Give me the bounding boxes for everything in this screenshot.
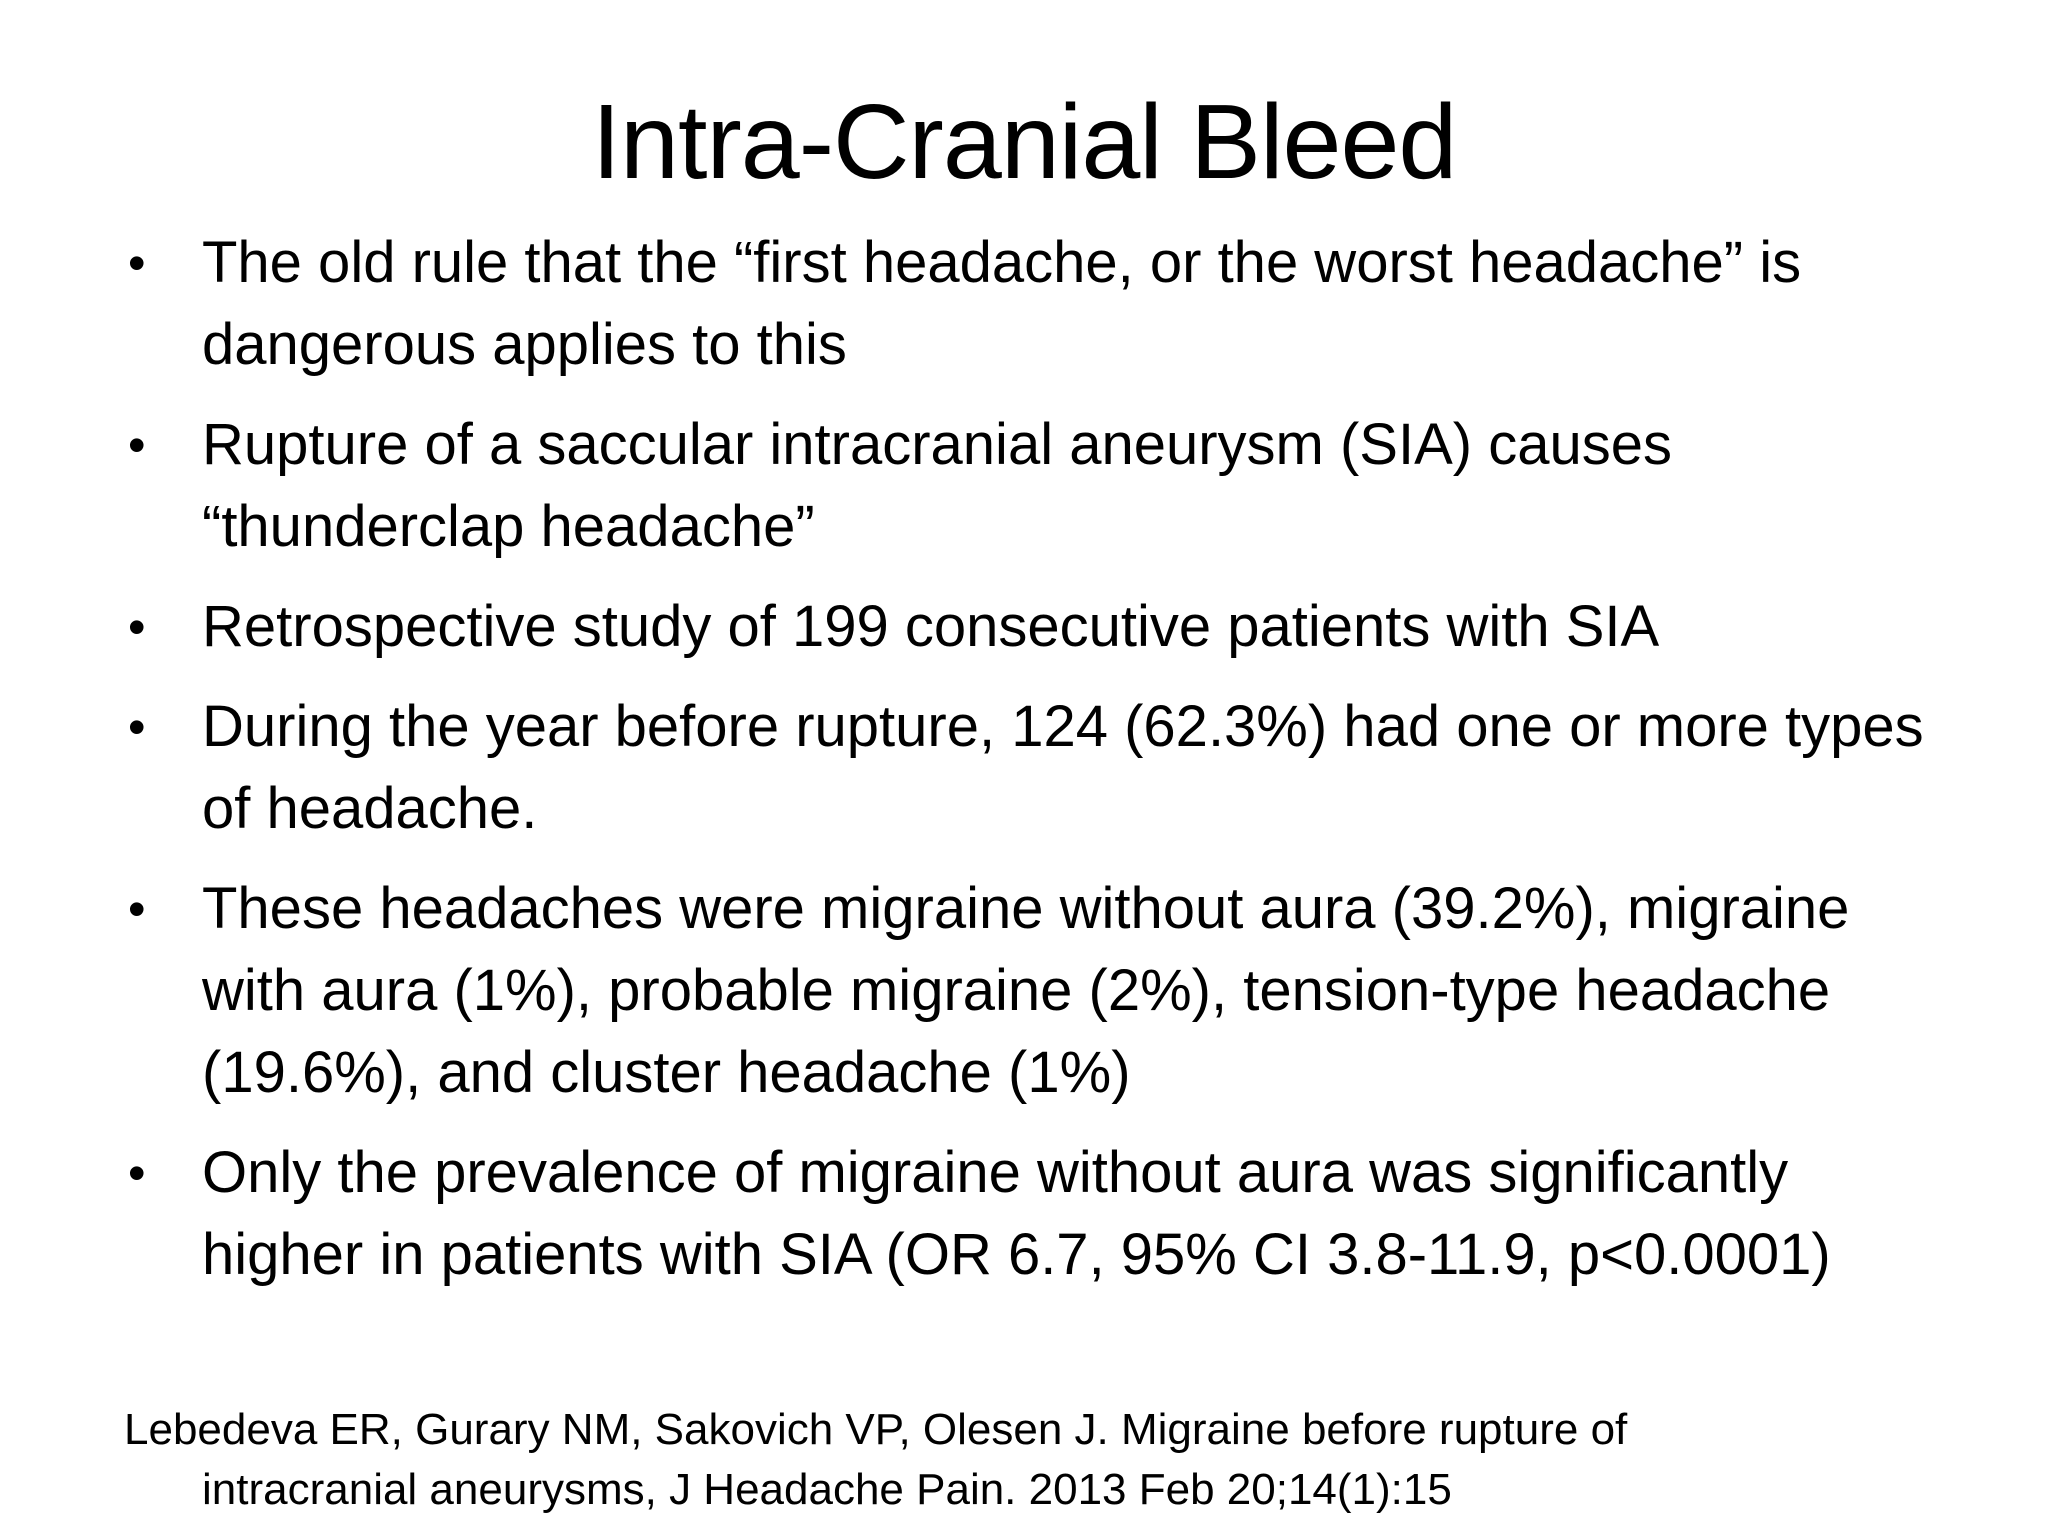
bullet-item (120, 222, 1960, 386)
bullet-item (120, 1132, 1960, 1296)
bullet-text: Rupture of a saccular intracranial aneurysm (SIA) causes “thunderclap headache” (202, 412, 1672, 559)
bullet-item (120, 868, 1960, 1114)
bullet-list (120, 222, 1960, 1314)
bullet-icon: • (128, 881, 146, 937)
bullet-icon: • (128, 1145, 146, 1201)
bullet-text: During the year before rupture, 124 (62.3%) had one or more types of headache. (202, 694, 1924, 841)
bullet-item (120, 404, 1960, 568)
bullet-item (120, 686, 1960, 850)
bullet-text: The old rule that the “first headache, or the worst headache” is dangerous applies to this (202, 230, 1802, 377)
citation: Lebedeva ER, Gurary NM, Sakovich VP, Olesen J. Migraine before rupture of intracranial aneurysms, J Headache Pain. 2013 Feb 20;14(1):15 (124, 1405, 1628, 1514)
bullet-text: Only the prevalence of migraine without aura was significantly higher in patients with SIA (OR 6.7, 95% CI 3.8-11.9, p<0.0001) (202, 1140, 1831, 1287)
bullet-item (120, 586, 1960, 668)
bullet-text: These headaches were migraine without aura (39.2%), migraine with aura (1%), probable migraine (2%), tension-type headache (19.6%), and cluster headache (1%) (202, 876, 1850, 1105)
slide-title: Intra-Cranial Bleed (591, 83, 1457, 201)
bullet-text: Retrospective study of 199 consecutive patients with SIA (202, 594, 1660, 659)
bullet-icon: • (128, 417, 146, 473)
bullet-icon: • (128, 699, 146, 755)
bullet-icon: • (128, 599, 146, 655)
bullet-icon: • (128, 235, 146, 291)
